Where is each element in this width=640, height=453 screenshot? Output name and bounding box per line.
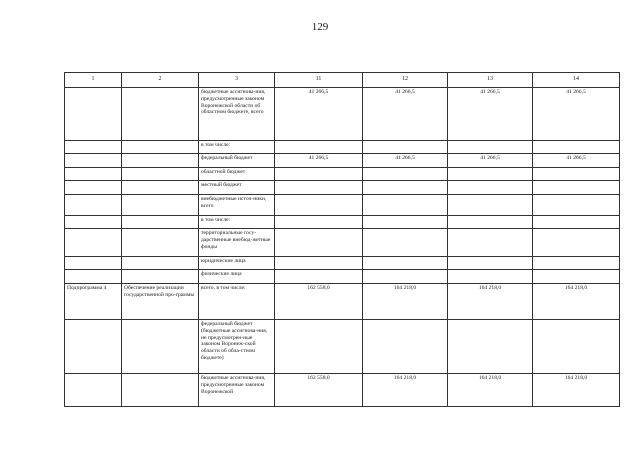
- value-cell-14: [533, 320, 620, 374]
- value-cell-12: [363, 141, 448, 154]
- value-cell-12: [363, 320, 448, 374]
- row-number-cell: [65, 88, 122, 141]
- row-source-cell: местный бюджет: [199, 181, 275, 195]
- row-name-cell: [122, 141, 199, 154]
- value-cell-14: [533, 270, 620, 284]
- table-row: [65, 195, 620, 216]
- value-cell-11: 162 558,0: [275, 284, 363, 320]
- value-cell-14: 164 218,0: [533, 374, 620, 407]
- value-cell-11: [275, 320, 363, 374]
- table-row: [65, 257, 620, 270]
- value-cell-12: 164 218,0: [363, 374, 448, 407]
- row-source-cell: областной бюджет: [199, 168, 275, 181]
- row-source-cell: федеральный бюджет (бюджетные ассигнова-ния, не предусмотрен-ные законом Воронеж-ской области об обла-стном бюджете): [199, 320, 275, 374]
- row-name-cell: [122, 216, 199, 229]
- value-cell-14: 41 266,5: [533, 154, 620, 168]
- value-cell-14: 41 266,5: [533, 88, 620, 141]
- value-cell-12: 41 266,5: [363, 88, 448, 141]
- value-cell-13: [448, 216, 533, 229]
- value-cell-14: [533, 229, 620, 257]
- row-name-cell: [122, 229, 199, 257]
- value-cell-12: [363, 181, 448, 195]
- row-number-cell: [65, 195, 122, 216]
- value-cell-14: [533, 216, 620, 229]
- value-cell-11: 41 266,5: [275, 88, 363, 141]
- value-cell-13: 41 266,5: [448, 154, 533, 168]
- budget-table: [64, 72, 620, 407]
- value-cell-11: 162 558,0: [275, 374, 363, 407]
- value-cell-14: [533, 257, 620, 270]
- value-cell-14: [533, 195, 620, 216]
- row-source-cell: в том числе:: [199, 216, 275, 229]
- value-cell-11: 41 266,5: [275, 154, 363, 168]
- row-source-cell: бюджетные ассигнова-ния, предусмотренные законом Воронежской области об областном бюджете, всего: [199, 88, 275, 141]
- row-source-cell: всего, в том числе:: [199, 284, 275, 320]
- value-cell-11: [275, 195, 363, 216]
- value-cell-13: 164 218,0: [448, 284, 533, 320]
- header-cell: 14: [533, 73, 620, 88]
- header-cell: 2: [122, 73, 199, 88]
- row-number-cell: [65, 168, 122, 181]
- value-cell-14: [533, 168, 620, 181]
- value-cell-12: 41 266,5: [363, 154, 448, 168]
- value-cell-11: [275, 270, 363, 284]
- table-row: [65, 181, 620, 195]
- header-cell: 12: [363, 73, 448, 88]
- row-name-cell: [122, 154, 199, 168]
- table-row: [65, 216, 620, 229]
- value-cell-11: [275, 216, 363, 229]
- row-name-cell: [122, 374, 199, 407]
- value-cell-12: 164 218,0: [363, 284, 448, 320]
- row-number-cell: [65, 257, 122, 270]
- header-cell: 3: [199, 73, 275, 88]
- value-cell-11: [275, 229, 363, 257]
- row-name-cell: [122, 181, 199, 195]
- value-cell-13: [448, 257, 533, 270]
- row-source-cell: внебюджетные источ-ники, всего: [199, 195, 275, 216]
- header-cell: 11: [275, 73, 363, 88]
- table-row: [65, 284, 620, 320]
- value-cell-12: [363, 257, 448, 270]
- value-cell-13: [448, 181, 533, 195]
- value-cell-13: [448, 229, 533, 257]
- row-name-cell: Обеспечение реализации государственной про-граммы: [122, 284, 199, 320]
- row-number-cell: [65, 141, 122, 154]
- value-cell-14: [533, 141, 620, 154]
- row-number-cell: [65, 320, 122, 374]
- table-row: [65, 154, 620, 168]
- page-number: 129: [311, 21, 329, 33]
- row-number-cell: [65, 270, 122, 284]
- value-cell-13: [448, 320, 533, 374]
- value-cell-11: [275, 168, 363, 181]
- table-header-row: [65, 73, 620, 88]
- value-cell-13: [448, 141, 533, 154]
- row-source-cell: территориальные госу-дарственные внебюд-жетные фонды: [199, 229, 275, 257]
- table-row: [65, 229, 620, 257]
- value-cell-12: [363, 270, 448, 284]
- value-cell-12: [363, 168, 448, 181]
- row-name-cell: [122, 320, 199, 374]
- row-name-cell: [122, 195, 199, 216]
- table-row: [65, 374, 620, 407]
- value-cell-11: [275, 257, 363, 270]
- row-source-cell: федеральный бюджет: [199, 154, 275, 168]
- table-row: [65, 270, 620, 284]
- value-cell-11: [275, 181, 363, 195]
- row-number-cell: [65, 229, 122, 257]
- value-cell-13: [448, 270, 533, 284]
- value-cell-12: [363, 229, 448, 257]
- row-number-cell: [65, 216, 122, 229]
- header-cell: 1: [65, 73, 122, 88]
- row-number-cell: [65, 374, 122, 407]
- value-cell-14: [533, 181, 620, 195]
- header-cell: 13: [448, 73, 533, 88]
- row-name-cell: [122, 168, 199, 181]
- row-source-cell: юридические лица: [199, 257, 275, 270]
- table-row: [65, 168, 620, 181]
- value-cell-13: [448, 195, 533, 216]
- value-cell-11: [275, 141, 363, 154]
- row-name-cell: [122, 88, 199, 141]
- value-cell-12: [363, 216, 448, 229]
- table-row: [65, 88, 620, 141]
- value-cell-13: 41 266,5: [448, 88, 533, 141]
- row-name-cell: [122, 257, 199, 270]
- row-name-cell: [122, 270, 199, 284]
- value-cell-13: 164 218,0: [448, 374, 533, 407]
- row-number-cell: Подпрограмма 4: [65, 284, 122, 320]
- value-cell-14: 164 218,0: [533, 284, 620, 320]
- value-cell-13: [448, 168, 533, 181]
- row-source-cell: в том числе:: [199, 141, 275, 154]
- table-row: [65, 141, 620, 154]
- row-source-cell: бюджетные ассигнова-ния, предусмотренные законом Воронежской: [199, 374, 275, 407]
- row-source-cell: физические лица: [199, 270, 275, 284]
- row-number-cell: [65, 181, 122, 195]
- value-cell-12: [363, 195, 448, 216]
- table-row: [65, 320, 620, 374]
- row-number-cell: [65, 154, 122, 168]
